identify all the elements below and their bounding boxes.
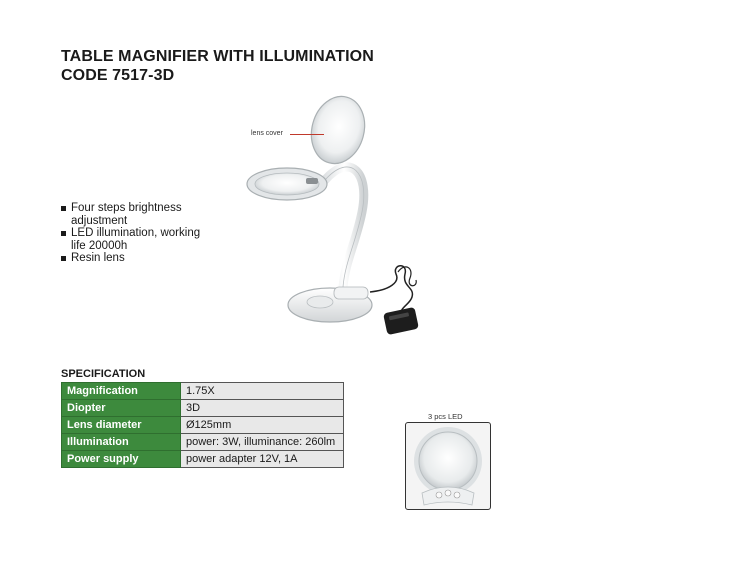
spec-value: power adapter 12V, 1A: [181, 451, 344, 468]
lens-cover: [304, 92, 372, 170]
spec-label: Lens diameter: [62, 417, 181, 434]
spec-heading: SPECIFICATION: [61, 368, 146, 380]
title-line-1: TABLE MAGNIFIER WITH ILLUMINATION: [61, 48, 374, 65]
feature-item: [61, 227, 201, 252]
bullet-icon: [61, 256, 66, 261]
led-closeup-illustration: [406, 423, 490, 509]
bullet-icon: [61, 206, 66, 211]
led-detail-caption: 3 pcs LED: [428, 412, 463, 421]
title-line-2: CODE 7517-3D: [61, 67, 175, 84]
feature-item: [61, 252, 201, 265]
spec-label: Magnification: [62, 383, 181, 400]
led-icon: [454, 492, 460, 498]
feature-text: Four steps brightness adjustment: [71, 202, 182, 227]
spec-value: Ø125mm: [181, 417, 344, 434]
bullet-icon: [61, 231, 66, 236]
spec-value: 1.75X: [181, 383, 344, 400]
spec-label: Illumination: [62, 434, 181, 451]
led-icon: [436, 492, 442, 498]
power-cable: [370, 266, 412, 314]
page-title: [61, 47, 374, 85]
table-row: [62, 400, 344, 417]
lens-cover-callout: lens cover: [251, 130, 283, 137]
spec-value: power: 3W, illuminance: 260lm: [181, 434, 344, 451]
spec-label: Diopter: [62, 400, 181, 417]
feature-text: Resin lens: [71, 252, 125, 264]
table-row: [62, 383, 344, 400]
feature-item: [61, 202, 201, 227]
callout-line: [290, 134, 324, 135]
table-row: [62, 451, 344, 468]
led-detail-image: [405, 422, 491, 510]
led-icon: [445, 490, 451, 496]
table-row: [62, 417, 344, 434]
power-adapter: [383, 307, 419, 335]
table-row: [62, 434, 344, 451]
feature-text: LED illumination, working life 20000h: [71, 227, 201, 252]
feature-list: [61, 202, 201, 265]
spec-value: 3D: [181, 400, 344, 417]
spec-label: Power supply: [62, 451, 181, 468]
spec-table: [61, 382, 344, 468]
